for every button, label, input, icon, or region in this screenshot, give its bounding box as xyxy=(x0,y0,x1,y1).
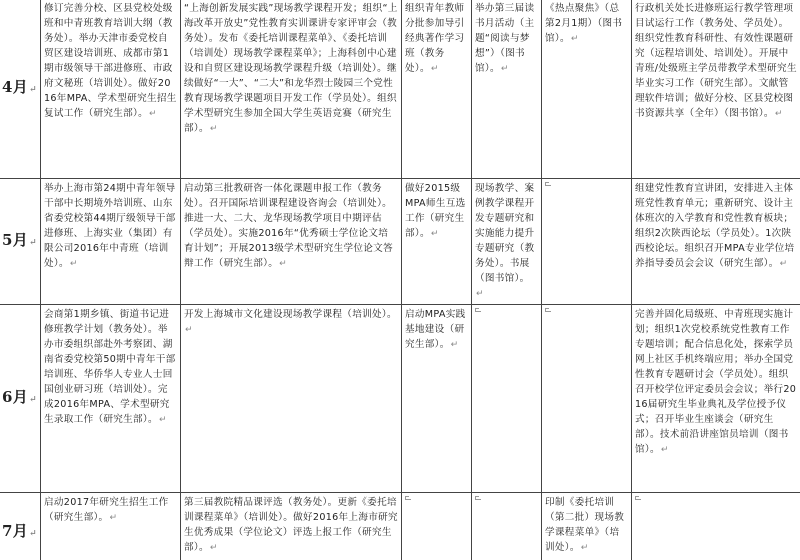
table-cell: 行政机关处长进修班运行教学管理项目试运行工作（教务处、学员处）。组织党性教育科研性、有效性课题研究（远程培训处、培训处）。开展中青班/处级班主学员带教学术型研究生毕业实习工作（研究生部）。文献管理软件培训；做好分校、区县党校图书资源共享（全年）（图书馆）。↵ xyxy=(632,0,800,179)
cell-text: 修订完善分校、区县党校处级班和中青班教育培训大纲（教务处）。举办天津市委党校自贸区建设培训班、成都市第1期市级领导干部进修班、市政府文秘班（培训处）。做好2016年MPA、学术型研究生招生复试工作（研究生部）。 xyxy=(44,3,177,119)
table-cell: 开发上海城市文化建设现场教学课程（培训处）。↵ xyxy=(181,305,402,493)
cell-text: 做好2015级MPA师生互选工作（研究生部）。 xyxy=(405,183,466,239)
paragraph-anchor-icon xyxy=(544,308,552,316)
table-row-june xyxy=(0,305,800,493)
table-cell: 现场教学、案例教学课程开发专题研究和实施能力提升专题研究（教务处）。书展（图书馆）。↵ xyxy=(472,179,542,305)
cell-text: 会商第1期乡镇、街道书记进修班教学计划（教务处）。举办市委组织部赴外考察团、湖南省委党校第50期中青年干部培训班、华侨华人专业人士回国创业研习班（培训处）。完成2016年MPA、学术型研究生录取工作（研究生部）。 xyxy=(44,309,176,425)
table-cell: 启动第三批教研咨一体化课题申报工作（教务处）。召开国际培训课程建设咨询会（培训处）。推进一大、二大、龙华现场教学项目中期评估（学员处）。实施2016年“优秀硕士学位论文培育计划”；开展2013级学术型研究生学位论文答辩工作（研究生部）。↵ xyxy=(181,179,402,305)
cell-text: 组织青年教师分批参加导引经典著作学习班（教务处）。 xyxy=(405,3,465,74)
table-cell xyxy=(632,493,800,560)
month-cell: 6月↵ xyxy=(0,305,41,493)
table-cell xyxy=(472,305,542,493)
cell-text: 印制《委托培训（第二批）现场教学课程菜单》（培训处）。 xyxy=(545,497,625,553)
table-cell: 启动2017年研究生招生工作（研究生部）。↵ xyxy=(41,493,181,560)
paragraph-anchor-icon xyxy=(474,308,482,316)
table-cell xyxy=(472,493,542,560)
cell-text: 举办上海市第24期中青年领导干部中长期境外培训班、山东省委党校第44期厅级领导干部进修班、上海实业（集团）有限公司2016年中青班（培训处）。 xyxy=(44,183,176,269)
paragraph-anchor-icon xyxy=(404,496,412,504)
table-cell: 举办上海市第24期中青年领导干部中长期境外培训班、山东省委党校第44期厅级领导干部进修班、上海实业（集团）有限公司2016年中青班（培训处）。↵ xyxy=(41,179,181,305)
cell-text: “上海创新发展实践”现场教学课程开发；组织“上海改革开放史”党性教育实训课讲专家评审会（教务处）。发布《委托培训课程菜单》、《委托培训（培训处）现场教学课程菜单》；上海科创中心建设和自贸区建设现场教学课程升级（培训处）。继续做好“一大”、“二大”和龙华烈士陵园三个党性教育现场教学课题项目开发工作（学员处）。组织学术型研究生参加全国大学生英语竞赛（研究生部）。 xyxy=(184,3,398,134)
table-row-july xyxy=(0,493,800,560)
month-cell: 7月↵ xyxy=(0,493,41,560)
table-cell: 完善并固化局级班、中青班现实施计划；组织1次党校系统党性教育工作专题培训；配合信息化处，探索学员网上社区手机终端应用；举办全国党性教育专题研讨会（学员处）。组织召开校学位评定委员会会议；举行2016届研究生毕业典礼及学位授予仪式；召开毕业生座谈会（研究生部）。技术前沿讲座馆员培训（图书馆）。↵ xyxy=(632,305,800,493)
cell-text: 第三届教院精品课评选（教务处）。更新《委托培训课程菜单》（培训处）。做好2016年上海市研究生优秀成果（学位论文）评选上报工作（研究生部）。 xyxy=(184,497,398,553)
table-cell: 会商第1期乡镇、街道书记进修班教学计划（教务处）。举办市委组织部赴外考察团、湖南省委党校第50期中青年干部培训班、华侨华人专业人士回国创业研习班（培训处）。完成2016年MPA、学术型研究生录取工作（研究生部）。↵ xyxy=(41,305,181,493)
table-cell xyxy=(542,179,632,305)
paragraph-anchor-icon xyxy=(544,182,552,190)
cell-text: 组建党性教育宣讲团，安排进入主体班党性教育单元；重新研究、设计主体班次的入学教育和党性教育板块；组织2次陕西论坛（学员处）。1次陕西校论坛。组织召开MPA专业学位培养指导委员会会议（研究生部）。 xyxy=(635,183,795,269)
month-cell: 4月↵ xyxy=(0,0,41,179)
cell-text: 《热点聚焦》（总第2月1期）（图书馆）。 xyxy=(545,3,623,44)
cell-text: 启动2017年研究生招生工作（研究生部）。 xyxy=(44,497,169,523)
table-cell: “上海创新发展实践”现场教学课程开发；组织“上海改革开放史”党性教育实训课讲专家评审会（教务处）。发布《委托培训课程菜单》、《委托培训（培训处）现场教学课程菜单》；上海科创中心建设和自贸区建设现场教学课程升级（培训处）。继续做好“一大”、“二大”和龙华烈士陵园三个党性教育现场教学课题项目开发工作（学员处）。组织学术型研究生参加全国大学生英语竞赛（研究生部）。↵ xyxy=(181,0,402,179)
cell-text: 完善并固化局级班、中青班现实施计划；组织1次党校系统党性教育工作专题培训；配合信息化处，探索学员网上社区手机终端应用；举办全国党性教育专题研讨会（学员处）。组织召开校学位评定委员会会议；举行2016届研究生毕业典礼及学位授予仪式；召开毕业生座谈会（研究生部）。技术前沿讲座馆员培训（图书馆）。 xyxy=(635,309,797,455)
table-cell: 印制《委托培训（第二批）现场教学课程菜单》（培训处）。↵ xyxy=(542,493,632,560)
table-cell: 启动MPA实践基地建设（研究生部）。↵ xyxy=(402,305,472,493)
table-cell: 做好2015级MPA师生互选工作（研究生部）。↵ xyxy=(402,179,472,305)
table-cell xyxy=(402,493,472,560)
cell-text: 现场教学、案例教学课程开发专题研究和实施能力提升专题研究（教务处）。书展（图书馆）。 xyxy=(475,183,535,284)
table-row-may xyxy=(0,179,800,305)
table-cell: 组建党性教育宣讲团，安排进入主体班党性教育单元；重新研究、设计主体班次的入学教育和党性教育板块；组织2次陕西论坛（学员处）。1次陕西校论坛。组织召开MPA专业学位培养指导委员会会议（研究生部）。↵ xyxy=(632,179,800,305)
paragraph-anchor-icon xyxy=(474,496,482,504)
cell-text: 启动MPA实践基地建设（研究生部）。 xyxy=(405,309,466,350)
table-row-april xyxy=(0,0,800,179)
table-cell: 举办第三届读书月活动（主题“阅读与梦想”）（图书馆）。↵ xyxy=(472,0,542,179)
cell-text: 举办第三届读书月活动（主题“阅读与梦想”）（图书馆）。 xyxy=(475,3,535,74)
table-cell: 组织青年教师分批参加导引经典著作学习班（教务处）。↵ xyxy=(402,0,472,179)
cell-text: 启动第三批教研咨一体化课题申报工作（教务处）。召开国际培训课程建设咨询会（培训处）。推进一大、二大、龙华现场教学项目中期评估（学员处）。实施2016年“优秀硕士学位论文培育计划”；开展2013级学术型研究生学位论文答辩工作（研究生部）。 xyxy=(184,183,393,269)
cell-text: 开发上海城市文化建设现场教学课程（培训处）。 xyxy=(184,309,397,320)
table-cell: 修订完善分校、区县党校处级班和中青班教育培训大纲（教务处）。举办天津市委党校自贸区建设培训班、成都市第1期市级领导干部进修班、市政府文秘班（培训处）。做好2016年MPA、学术型研究生招生复试工作（研究生部）。↵ xyxy=(41,0,181,179)
paragraph-anchor-icon xyxy=(634,496,642,504)
table-cell: 《热点聚焦》（总第2月1期）（图书馆）。↵ xyxy=(542,0,632,179)
month-cell: 5月↵ xyxy=(0,179,41,305)
table-cell: 第三届教院精品课评选（教务处）。更新《委托培训课程菜单》（培训处）。做好2016年上海市研究生优秀成果（学位论文）评选上报工作（研究生部）。↵ xyxy=(181,493,402,560)
cell-text: 行政机关处长进修班运行教学管理项目试运行工作（教务处、学员处）。组织党性教育科研性、有效性课题研究（远程培训处、培训处）。开展中青班/处级班主学员带教学术型研究生毕业实习工作（研究生部）。文献管理软件培训；做好分校、区县党校图书资源共享（全年）（图书馆）。 xyxy=(635,3,797,119)
table-cell xyxy=(542,305,632,493)
